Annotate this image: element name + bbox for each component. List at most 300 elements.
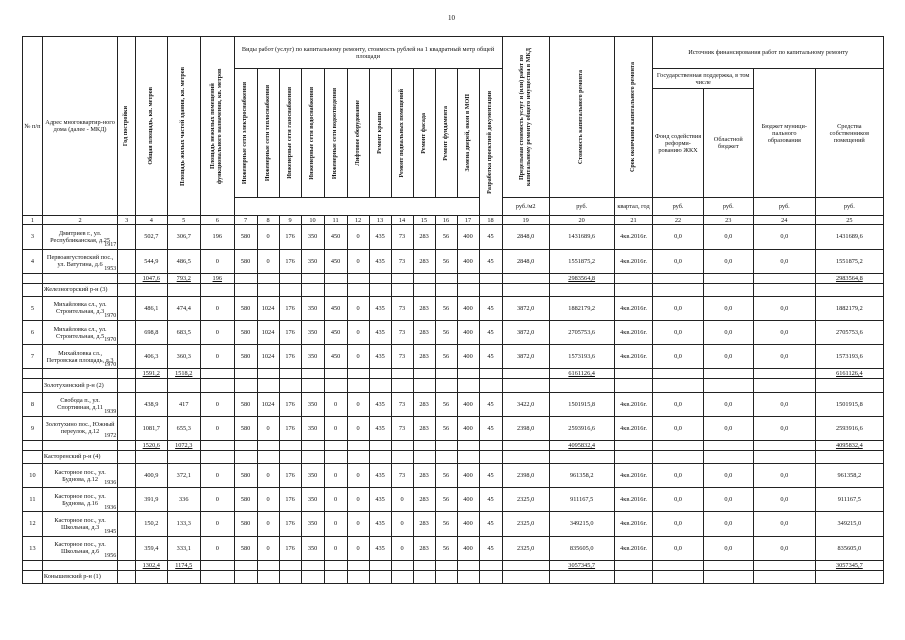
value-cell: 196 [201,225,235,249]
year-cell [118,536,136,560]
empty-cell [457,450,479,463]
column-number: 5 [167,216,201,225]
empty-cell [549,283,614,296]
value-cell: 0,0 [703,345,753,369]
empty-cell [279,560,301,570]
empty-cell [347,560,369,570]
empty-cell [369,560,391,570]
empty-cell [502,450,549,463]
value-cell: 1501915,8 [815,392,883,416]
empty-cell [549,570,614,583]
empty-cell [753,369,815,379]
value-cell: 1431689,6 [815,225,883,249]
value-cell: 56 [435,345,457,369]
column-number: 8 [257,216,279,225]
value-cell: 56 [435,249,457,273]
value-cell: 350 [301,345,324,369]
value-cell: 435 [369,345,391,369]
address-text: Михайловка сл., Петровская площадь, д.3 [46,349,114,364]
value-cell: 400 [457,536,479,560]
value-cell: 0,0 [653,345,703,369]
value-cell: 350 [301,296,324,320]
value-cell: 4кв.2016г. [614,321,653,345]
address-cell [42,392,117,416]
value-cell: 0 [391,536,413,560]
empty-cell [815,283,883,296]
empty-cell [653,379,703,392]
value-cell: 486,1 [136,296,167,320]
empty-cell [167,450,201,463]
address-cell [42,296,117,320]
value-cell: 1573193,6 [815,345,883,369]
column-number: 19 [502,216,549,225]
empty-cell [23,369,43,379]
empty-cell [753,273,815,283]
value-cell: 56 [435,536,457,560]
value-cell: 2593916,6 [815,416,883,440]
value-cell: 0 [201,392,235,416]
empty-cell [42,369,117,379]
value-cell: 417 [167,392,201,416]
value-cell: 486,5 [167,249,201,273]
value-cell: 2593916,6 [549,416,614,440]
table-row [23,296,884,320]
empty-cell [479,379,502,392]
value-cell: 400 [457,249,479,273]
value-cell: 435 [369,464,391,488]
value-cell: 350 [301,225,324,249]
value-cell: 350 [301,512,324,536]
empty-cell [324,450,347,463]
value-cell: 0,0 [753,345,815,369]
empty-cell [614,450,653,463]
build-year: 1970 [104,337,117,344]
column-number: 14 [391,216,413,225]
value-cell: 502,7 [136,225,167,249]
empty-cell [457,379,479,392]
empty-cell [301,440,324,450]
address-text: Михайловка сл., ул. Строительная, д.3 [53,301,107,316]
empty-cell [136,379,167,392]
value-cell: 350 [301,321,324,345]
value-cell: 0,0 [753,512,815,536]
year-cell [118,249,136,273]
empty-cell [324,283,347,296]
empty-cell [614,560,653,570]
address-text: Касторное пос., ул. Школьная, д.6 [54,541,106,556]
header-cell: Общая площадь, кв. метров [136,37,167,216]
empty-cell [201,450,235,463]
value-cell: 1024 [257,321,279,345]
empty-cell [42,273,117,283]
empty-cell [324,440,347,450]
empty-cell [457,369,479,379]
column-number: 11 [324,216,347,225]
column-number: 10 [301,216,324,225]
empty-cell [42,440,117,450]
total-repair-cost: 3057345,7 [549,560,614,570]
empty-cell [347,570,369,583]
empty-cell [614,379,653,392]
column-number: 21 [614,216,653,225]
empty-cell [413,440,435,450]
empty-cell [391,450,413,463]
empty-cell [369,570,391,583]
empty-cell [457,283,479,296]
unit-cell: руб. [753,198,815,216]
header-cell: Срок окончания капитального ремонта [614,37,653,198]
empty-cell [257,273,279,283]
empty-cell [549,450,614,463]
value-cell: 45 [479,249,502,273]
value-cell: 580 [234,536,257,560]
empty-cell [347,369,369,379]
value-cell: 56 [435,512,457,536]
year-cell [118,225,136,249]
header-cell: Бюджет муници-пального образования [753,69,815,198]
table-row [23,392,884,416]
empty-cell [753,450,815,463]
value-cell: 176 [279,392,301,416]
header-cell: Ремонт подвальных помещений [391,69,413,198]
total-area: 1520,6 [136,440,167,450]
value-cell: 306,7 [167,225,201,249]
value-cell: 4кв.2016г. [614,296,653,320]
column-number: 15 [413,216,435,225]
region-name: Конышевский р-н (1) [42,570,117,583]
value-cell: 176 [279,345,301,369]
empty-cell [502,379,549,392]
value-cell: 350 [301,536,324,560]
value-cell: 435 [369,512,391,536]
region-name: Касторенский р-н (4) [42,450,117,463]
column-number: 2 [42,216,117,225]
build-year: 1945 [104,528,117,535]
value-cell: 0 [324,488,347,512]
empty-cell [815,450,883,463]
value-cell: 0 [347,536,369,560]
value-cell: 283 [413,296,435,320]
address-cell [42,512,117,536]
empty-cell [391,283,413,296]
value-cell: 283 [413,321,435,345]
value-cell: 0,0 [653,512,703,536]
header-cell: Инженерные сети электроснабжения [234,69,257,198]
header-cell: Ремонт фундамента [435,69,457,198]
empty-cell [279,273,301,283]
value-cell: 0 [324,464,347,488]
value-cell: 911167,5 [815,488,883,512]
address-text: Первоавгустовский пос., ул. Ватутина, д.6 [46,254,114,269]
value-cell: 0 [201,416,235,440]
empty-cell [502,273,549,283]
value-cell: 0,0 [703,512,753,536]
value-cell: 45 [479,392,502,416]
works-group-header: Виды работ (услуг) по капитальному ремонту, стоимость рублей на 1 квадратный метр общей площади [234,37,502,69]
empty-cell [703,273,753,283]
value-cell: 4кв.2016г. [614,464,653,488]
value-cell: 435 [369,249,391,273]
value-cell: 45 [479,512,502,536]
value-cell: 698,8 [136,321,167,345]
total-repair-cost: 2983564,8 [549,273,614,283]
value-cell: 3422,0 [502,392,549,416]
total-owner-funds: 6161126,4 [815,369,883,379]
empty-cell [23,560,43,570]
value-cell: 0 [391,488,413,512]
column-number: 7 [234,216,257,225]
value-cell: 45 [479,225,502,249]
value-cell: 400 [457,392,479,416]
build-year: 1970 [104,313,117,320]
empty-cell [257,570,279,583]
value-cell: 580 [234,464,257,488]
value-cell: 2325,0 [502,536,549,560]
empty-cell [413,560,435,570]
value-cell: 133,3 [167,512,201,536]
table-row [23,488,884,512]
build-year: 1970 [104,361,117,368]
empty-cell [413,379,435,392]
value-cell: 2398,0 [502,416,549,440]
empty-cell [234,379,257,392]
value-cell: 0,0 [653,392,703,416]
empty-cell [753,570,815,583]
value-cell: 580 [234,321,257,345]
total-owner-funds: 4095832,4 [815,440,883,450]
empty-cell [391,273,413,283]
value-cell: 0 [257,536,279,560]
value-cell: 400 [457,464,479,488]
empty-cell [234,560,257,570]
value-cell: 0 [201,321,235,345]
value-cell: 73 [391,392,413,416]
value-cell: 0 [347,392,369,416]
empty-cell [42,560,117,570]
region-row [23,283,884,296]
header-cell: Площадь жилых частей здания, кв. метров [167,37,201,216]
value-cell: 0,0 [653,225,703,249]
value-cell: 961358,2 [549,464,614,488]
value-cell: 4кв.2016г. [614,488,653,512]
total-repair-cost: 6161126,4 [549,369,614,379]
row-number: 5 [23,296,43,320]
value-cell: 45 [479,345,502,369]
value-cell: 0,0 [753,488,815,512]
value-cell: 2848,0 [502,249,549,273]
empty-cell [435,560,457,570]
empty-cell [118,560,136,570]
value-cell: 400 [457,416,479,440]
address-cell [42,416,117,440]
row-number: 12 [23,512,43,536]
value-cell: 0 [201,488,235,512]
empty-cell [502,283,549,296]
value-cell: 359,4 [136,536,167,560]
value-cell: 435 [369,488,391,512]
empty-cell [23,440,43,450]
empty-cell [201,570,235,583]
table-row [23,512,884,536]
empty-cell [234,570,257,583]
empty-cell [435,379,457,392]
header-cell: Адрес многоквартир-ного дома (далее - МКД) [42,37,117,216]
value-cell: 283 [413,392,435,416]
empty-cell [653,369,703,379]
empty-cell [753,440,815,450]
value-cell: 0 [201,345,235,369]
value-cell: 391,9 [136,488,167,512]
empty-cell [347,273,369,283]
value-cell: 350 [301,488,324,512]
table-row [23,416,884,440]
header-cell: № п/п [23,37,43,216]
value-cell: 435 [369,321,391,345]
value-cell: 73 [391,321,413,345]
year-cell [118,296,136,320]
value-cell: 400 [457,345,479,369]
value-cell: 0 [201,512,235,536]
value-cell: 56 [435,464,457,488]
empty-cell [703,283,753,296]
value-cell: 56 [435,225,457,249]
value-cell: 0,0 [703,464,753,488]
empty-cell [703,369,753,379]
value-cell: 435 [369,392,391,416]
value-cell: 0,0 [703,321,753,345]
value-cell: 0 [347,416,369,440]
table-row [23,321,884,345]
empty-cell [324,560,347,570]
value-cell: 0 [324,536,347,560]
value-cell: 1024 [257,296,279,320]
value-cell: 1024 [257,392,279,416]
empty-cell [324,369,347,379]
empty-cell [502,560,549,570]
empty-cell [653,560,703,570]
value-cell: 580 [234,296,257,320]
empty-cell [201,283,235,296]
value-cell: 0,0 [653,321,703,345]
value-cell: 435 [369,536,391,560]
value-cell: 333,1 [167,536,201,560]
subtotal-row [23,369,884,379]
empty-cell [479,570,502,583]
header-cell: Лифтовое оборудование [347,69,369,198]
empty-cell [118,369,136,379]
empty-cell [324,273,347,283]
empty-cell [435,450,457,463]
value-cell: 0 [257,488,279,512]
value-cell: 0,0 [703,488,753,512]
empty-cell [23,283,43,296]
empty-cell [347,440,369,450]
empty-cell [703,560,753,570]
value-cell: 4кв.2016г. [614,345,653,369]
row-number: 13 [23,536,43,560]
value-cell: 73 [391,345,413,369]
value-cell: 0,0 [703,225,753,249]
empty-cell [234,450,257,463]
empty-cell [653,273,703,283]
value-cell: 283 [413,249,435,273]
header-cell: Средства собственников помещений [815,69,883,198]
value-cell: 0 [347,488,369,512]
row-number: 4 [23,249,43,273]
value-cell: 73 [391,416,413,440]
value-cell: 0 [257,249,279,273]
total-area: 1591,2 [136,369,167,379]
empty-cell [457,570,479,583]
empty-cell [753,379,815,392]
value-cell: 56 [435,321,457,345]
empty-cell [479,560,502,570]
row-number: 10 [23,464,43,488]
empty-cell [435,369,457,379]
value-cell: 1882179,2 [549,296,614,320]
column-number: 17 [457,216,479,225]
region-name: Железногорский р-н (3) [42,283,117,296]
empty-cell [413,273,435,283]
value-cell: 1882179,2 [815,296,883,320]
total-living-area: 1174,5 [167,560,201,570]
value-cell: 0 [201,464,235,488]
empty-cell [347,450,369,463]
value-cell: 450 [324,296,347,320]
value-cell: 400 [457,321,479,345]
value-cell: 349215,0 [549,512,614,536]
table-row [23,536,884,560]
empty-cell [614,273,653,283]
address-text: Касторное пос., ул. Школьная, д.3 [54,516,106,531]
empty-cell [257,369,279,379]
value-cell: 0,0 [703,536,753,560]
value-cell: 1081,7 [136,416,167,440]
address-cell [42,321,117,345]
column-number: 12 [347,216,369,225]
column-number: 1 [23,216,43,225]
value-cell: 283 [413,536,435,560]
empty-cell [815,570,883,583]
region-row [23,450,884,463]
header-cell: Ремонт фасада [413,69,435,198]
build-year: 1917 [104,241,117,248]
empty-cell [118,570,136,583]
empty-cell [234,283,257,296]
region-row [23,570,884,583]
value-cell: 2398,0 [502,464,549,488]
address-cell [42,345,117,369]
state-support-header: Государственная поддержка, в том числе [653,69,754,89]
value-cell: 435 [369,296,391,320]
empty-cell [391,560,413,570]
row-number: 11 [23,488,43,512]
empty-cell [653,440,703,450]
value-cell: 655,3 [167,416,201,440]
year-cell [118,321,136,345]
header-cell: Инженерные сети газоснабжения [279,69,301,198]
build-year: 1956 [104,552,117,559]
empty-cell [457,560,479,570]
value-cell: 45 [479,416,502,440]
value-cell: 350 [301,249,324,273]
value-cell: 400 [457,225,479,249]
header-cell: Инженерные сети водоснабжения [301,69,324,198]
value-cell: 45 [479,464,502,488]
table-row [23,464,884,488]
build-year: 1939 [104,408,117,415]
value-cell: 176 [279,321,301,345]
